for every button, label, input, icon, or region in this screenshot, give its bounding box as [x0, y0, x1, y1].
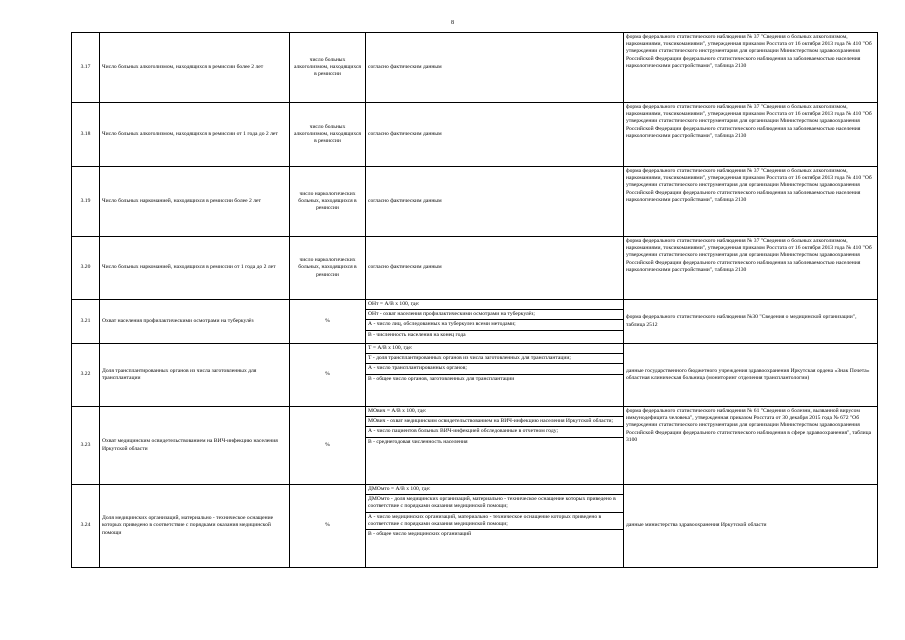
- data-source: форма федерального статистического наблюдения № 37 "Сведения о больных алкоголизмом, наркоманиями, токсикоманиями", утвержденная приказом Росстата от 16 октября 2013 года № 410 "Об утверждении статистического инструментария для организации Министерством здравоохранения Российской Федерации федерального статистического наблюдения за заболеваемостью населения наркологическими расстройствами", таблица 2130: [624, 103, 878, 167]
- unit-cell: число наркологических больных, находящихся в ремиссии: [290, 167, 366, 237]
- formula-line: Т = А/В х 100, где:: [366, 344, 623, 354]
- formula-line: А - число пациентов больных ВИЧ-инфекцией обследованные в отчетном году;: [366, 427, 623, 437]
- unit-cell: число наркологических больных, находящихся в ремиссии: [290, 237, 366, 300]
- formula-line: А - число трансплантированных органов;: [366, 364, 623, 374]
- row-number: 3.18: [72, 103, 100, 167]
- formula-cell: согласно фактическим данным: [366, 237, 624, 300]
- indicator-name: Охват медицинским освидетельствованием на ВИЧ-инфекцию населения Иркутской области: [100, 407, 290, 485]
- indicator-name: Число больных алкоголизмом, находящихся в ремиссии от 1 года до 2 лет: [100, 103, 290, 167]
- formula-line: ДМОмто - доля медицинских организаций, материально - техническое оснащение которых приведено в соответствие с порядками оказания медицинской помощи;: [366, 495, 623, 512]
- formula-line: МОвич = А/В х 100, где:: [366, 407, 623, 417]
- formula-line: МОвич - охват медицинским освидетельствованием на ВИЧ-инфекцию населения Иркутской области;: [366, 417, 623, 427]
- formula-line: В - среднегодовая численность населения: [368, 438, 468, 445]
- table-row: [72, 485, 878, 568]
- formula-line: В - общее число органов, заготовленных для трансплантации: [368, 375, 515, 382]
- formula-cell: согласно фактическим данным: [366, 103, 624, 167]
- data-source: данные министерства здравоохранения Иркутской области: [624, 485, 878, 568]
- indicators-table: [71, 32, 878, 568]
- table-row: [72, 344, 878, 407]
- data-source: данные государственного бюджетного учреждения здравоохранения Иркутская ордена «Знак Почета» областная клиническая больница (мониторинг отделения трансплантологии): [624, 344, 878, 407]
- page-number: 8: [451, 20, 454, 26]
- data-source: форма федерального статистического наблюдения № 37 "Сведения о больных алкоголизмом, наркоманиями, токсикоманиями", утвержденная приказом Росстата от 16 октября 2013 года № 410 "Об утверждении статистического инструментария для организации Министерством здравоохранения Российской Федерации федерального статистического наблюдения за заболеваемостью населения наркологическими расстройствами", таблица 2130: [624, 167, 878, 237]
- unit-cell: %: [290, 407, 366, 485]
- data-source: форма федерального статистического наблюдения № 37 "Сведения о больных алкоголизмом, наркоманиями, токсикоманиями", утвержденная приказом Росстата от 16 октября 2013 года № 410 "Об утверждении статистического инструментария для организации Министерством здравоохранения Российской Федерации федерального статистического наблюдения за заболеваемостью населения наркологическими расстройствами", таблица 2130: [624, 237, 878, 300]
- formula-line: А - число лиц, обследованных на туберкулез всеми методами;: [366, 320, 623, 330]
- indicator-name: Доля медицинских организаций, материально - техническое оснащение которых приведено в соответствие с порядками оказания медицинской помощи: [100, 485, 290, 568]
- row-number: 3.21: [72, 300, 100, 344]
- formula-cell: [366, 344, 624, 407]
- formula-cell: [366, 407, 624, 485]
- formula-line: В - общее число медицинских организаций: [368, 531, 472, 538]
- table-row: [72, 103, 878, 167]
- unit-cell: число больных алкоголизмом, находящихся в ремиссии: [290, 103, 366, 167]
- indicator-name: Охват населения профилактическими осмотрами на туберкулёз: [100, 300, 290, 344]
- formula-cell: [366, 300, 624, 344]
- table-row: [72, 237, 878, 300]
- formula-line: В - численность населения на конец года: [368, 331, 466, 338]
- table-row: [72, 407, 878, 485]
- data-source: форма федерального статистического наблюдения № 61 "Сведения о болезни, вызванной вирусом иммунодефицита человека", утвержденная приказом Росстата от 30 декабря 2015 года № 672 "Об утверждении статистического инструментария для организации Министерством здравоохранения Российской Федерации федерального статистического наблюдения в сфере здравоохранения", таблица 3100: [624, 407, 878, 485]
- indicator-name: Число больных наркоманией, находящихся в ремиссии более 2 лет: [100, 167, 290, 237]
- table-row: [72, 167, 878, 237]
- formula-line: ОНт = А/В х 100, где:: [366, 300, 623, 310]
- row-number: 3.20: [72, 237, 100, 300]
- unit-cell: %: [290, 300, 366, 344]
- formula-cell: согласно фактическим данным: [366, 167, 624, 237]
- formula-line: А - число медицинских организаций, материально - техническое оснащение которых приведено в соответствие с порядками оказания медицинской помощи;: [366, 513, 623, 530]
- formula-line: ОНт - охват населения профилактическими осмотрами на туберкулёз;: [366, 310, 623, 320]
- formula-line: Т - доля трансплантированных органов из числа заготовленных для трансплантации;: [366, 354, 623, 364]
- unit-cell: %: [290, 485, 366, 568]
- indicator-name: Число больных алкоголизмом, находящихся в ремиссии более 2 лет: [100, 33, 290, 103]
- indicator-name: Доля трансплантированных органов из числа заготовленных для трансплантации: [100, 344, 290, 407]
- row-number: 3.22: [72, 344, 100, 407]
- data-source: форма федерального статистического наблюдения № 37 "Сведения о больных алкоголизмом, наркоманиями, токсикоманиями", утвержденная приказом Росстата от 16 октября 2013 года № 410 "Об утверждении статистического инструментария для организации Министерством здравоохранения Российской Федерации федерального статистического наблюдения за заболеваемостью населения наркологическими расстройствами", таблица 2130: [624, 33, 878, 103]
- unit-cell: число больных алкоголизмом, находящихся в ремиссии: [290, 33, 366, 103]
- indicator-name: Число больных наркоманией, находящихся в ремиссии от 1 года до 2 лет: [100, 237, 290, 300]
- formula-cell: [366, 485, 624, 568]
- table-row: [72, 300, 878, 344]
- row-number: 3.23: [72, 407, 100, 485]
- table-row: [72, 33, 878, 103]
- formula-line: ДМОмто = А/В х 100, где:: [366, 485, 623, 495]
- unit-cell: %: [290, 344, 366, 407]
- row-number: 3.17: [72, 33, 100, 103]
- row-number: 3.19: [72, 167, 100, 237]
- formula-cell: согласно фактическим данным: [366, 33, 624, 103]
- data-source: форма федерального статистического наблюдения №30 "Сведения о медицинской организации", таблица 2512: [624, 300, 878, 344]
- row-number: 3.24: [72, 485, 100, 568]
